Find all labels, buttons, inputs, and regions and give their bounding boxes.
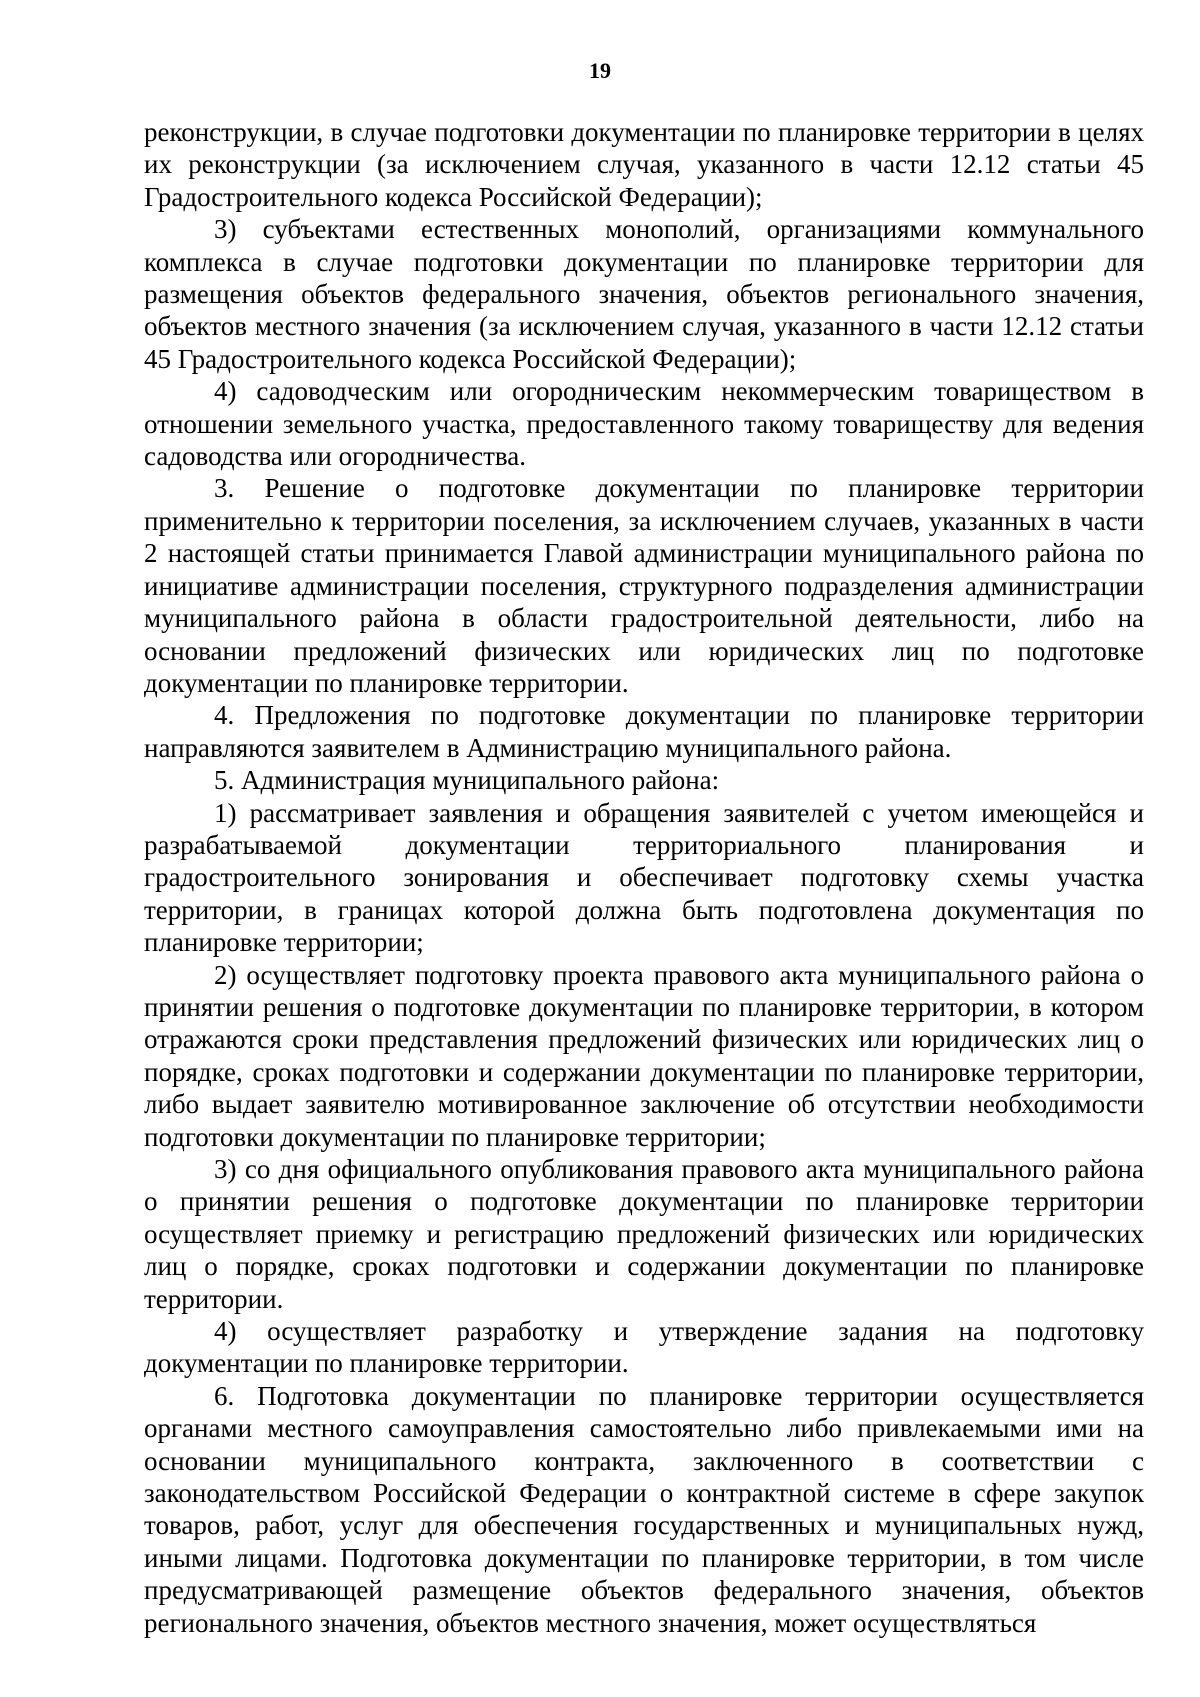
paragraph-section-5-item-4: 4) осуществляет разработку и утверждение задания на подготовку документации по планировке территории. [144,1316,1144,1379]
paragraph-section-6: 6. Подготовка документации по планировке территории осуществляется органами местного самоуправления самостоятельно либо привлекаемыми ими на основании муниципального контракта, заключенного в соответствии с законодательством Российской Федерации о контрактной системе в сфере закупок товаров, работ, услуг для обеспечения государственных и муниципальных нужд, иными лицами. Подготовка документации по планировке территории, в том числе предусматривающей размещение объектов федерального значения, объектов регионального значения, объектов местного значения, может осуществляться [144,1380,1144,1638]
paragraph-section-4: 4. Предложения по подготовке документации по планировке территории направляются заявителем в Администрацию муниципального района. [144,700,1144,763]
paragraph-item-3-natural-monopolies: 3) субъектами естественных монополий, организациями коммунального комплекса в случае подготовки документации по планировке территории для размещения объектов федерального значения, объектов регионального значения, объектов местного значения (за исключением случая, указанного в части 12.12 статьи 45 Градостроительного кодекса Российской Федерации); [144,214,1144,374]
paragraph-section-5: 5. Администрация муниципального района: [214,765,720,796]
paragraph-section-5-item-3: 3) со дня официального опубликования правового акта муниципального района о принятии решения о подготовке документации по планировке территории осуществляет приемку и регистрацию предложений физических или юридических лиц о порядке, сроках подготовки и содержании документации по планировке территории. [144,1154,1144,1314]
page-number: 19 [589,58,611,83]
paragraph-item-4-gardening: 4) садоводческим или огородническим некоммерческим товариществом в отношении земельного участка, предоставленного такому товариществу для ведения садоводства или огородничества. [144,376,1144,472]
paragraph-section-5-item-2: 2) осуществляет подготовку проекта правового акта муниципального района о принятии решения о подготовке документации по планировке территории, в котором отражаются сроки представления предложений физических или юридических лиц о порядке, сроках подготовки и содержании документации по планировке территории, либо выдает заявителю мотивированное заключение об отсутствии необходимости подготовки документации по планировке территории; [144,959,1144,1152]
document-body [144,116,1144,1639]
paragraph-section-5-item-1: 1) рассматривает заявления и обращения заявителей с учетом имеющейся и разрабатываемой документации территориального планирования и градостроительного зонирования и обеспечивает подготовку схемы участка территории, в границах которой должна быть подготовлена документация по планировке территории; [144,797,1144,958]
paragraph-continuation: реконструкции, в случае подготовки документации по планировке территории в целях их реконструкции (за исключением случая, указанного в части 12.12 статьи 45 Градостроительного кодекса Российской Федерации); [144,117,1144,212]
paragraph-section-3: 3. Решение о подготовке документации по планировке территории применительно к территории поселения, за исключением случаев, указанных в части 2 настоящей статьи принимается Главой администрации муниципального района по инициативе администрации поселения, структурного подразделения администрации муниципального района в области градостроительной деятельности, либо на основании предложений физических или юридических лиц по подготовке документации по планировке территории. [144,473,1144,698]
